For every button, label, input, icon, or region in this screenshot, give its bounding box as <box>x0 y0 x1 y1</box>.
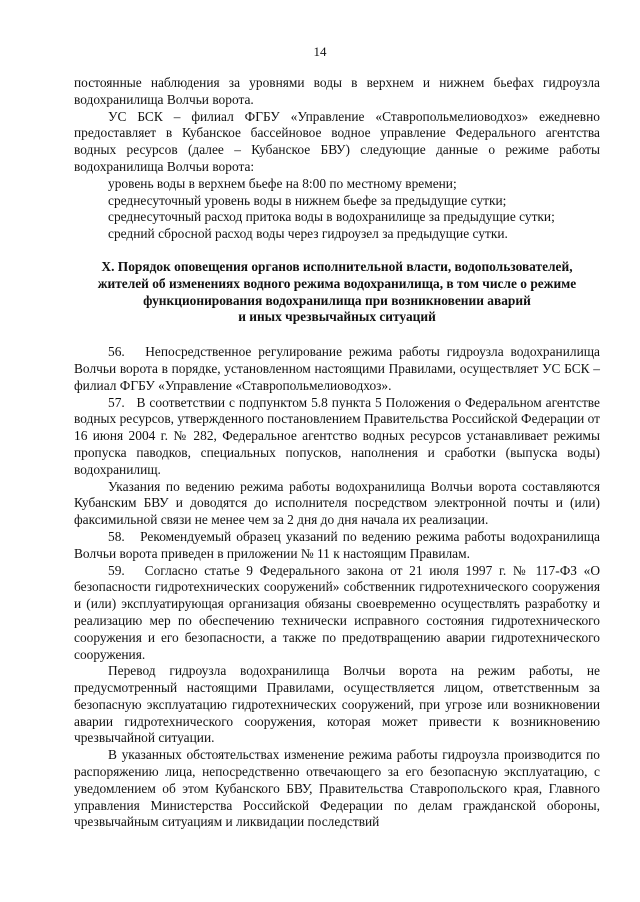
paragraph-56: 56. Непосредственное регулирование режима работы гидроузла водохранилища Волчьи ворота в порядке, установленном настоящими Правилами, осуществляет УС БСК – филиал ФГБУ «Управление «Ставропольмелиоводхоз». <box>74 344 600 393</box>
intro-list-item: средний сбросной расход воды через гидроузел за предыдущие сутки. <box>108 226 508 242</box>
section-heading-line: функционирования водохранилища при возникновении аварий <box>143 292 531 308</box>
paragraph-59: 59. Согласно статье 9 Федерального закона от 21 июля 1997 г. № 117-ФЗ «О безопасности гидротехнических сооружений» собственник гидротехнического сооружения и (или) эксплуатирующая организация обязаны своевременно осуществлять разработку и реализацию мер по обеспечению технически исправного состояния гидротехнического сооружения и его безопасности, а также по предотвращению аварии гидротехнического сооружения. <box>74 562 600 662</box>
intro-list-item: среднесуточный расход притока воды в водохранилище за предыдущие сутки; <box>108 209 555 225</box>
section-heading-line: жителей об изменениях водного режима водохранилища, в том числе о режиме <box>97 275 577 291</box>
section-heading-line: X. Порядок оповещения органов исполнительной власти, водопользователей, <box>101 258 573 274</box>
section-heading-line: и иных чрезвычайных ситуаций <box>238 309 436 325</box>
paragraph-57: 57. В соответствии с подпунктом 5.8 пункта 5 Положения о Федеральном агентстве водных ресурсов, утвержденного постановлением Правительства Российской Федерации от 16 июня 2004 г. № 282, Федеральное агентство водных ресурсов устанавливает режимы пропуска паводков, специальных попусков, наполнения и сработки (выпуска воды) водохранилищ. <box>74 394 600 477</box>
paragraph-58: 58. Рекомендуемый образец указаний по ведению режима работы водохранилища Волчьи ворота приведен в приложении № 11 к настоящим Правилам. <box>74 528 600 561</box>
paragraph-59-transfer: Перевод гидроузла водохранилища Волчьи ворота на режим работы, не предусмотренный настоящими Правилами, осуществляется лицом, ответственным за безопасную эксплуатацию гидротехнических сооружений, при угрозе или возникновении аварии гидротехнического сооружения, которая может привести к возникновению чрезвычайной ситуации. <box>74 663 600 746</box>
intro-report-paragraph: УС БСК – филиал ФГБУ «Управление «Ставропольмелиоводхоз» ежедневно предоставляет в Кубанское бассейновое водное управление Федерального агентства водных ресурсов (далее – Кубанское БВУ) следующие данные о режиме работы водохранилища Волчьи ворота: <box>74 108 600 174</box>
intro-list-item: среднесуточный уровень воды в нижнем бьефе за предыдущие сутки; <box>108 192 507 208</box>
paragraph-59-circumstances: В указанных обстоятельствах изменение режима работы гидроузла производится по распоряжению лица, непосредственно отвечающего за его безопасную эксплуатацию, с уведомлением об этом Кубанского БВУ, Правительства Ставропольского края, Главного управления Министерства Российской Федерации по делам гражданской обороны, чрезвычайным ситуациям и ликвидации последствий <box>74 747 600 830</box>
intro-continuation: постоянные наблюдения за уровнями воды в верхнем и нижнем бьефах гидроузла водохранилища Волчьи ворота. <box>74 75 600 107</box>
intro-list-item: уровень воды в верхнем бьефе на 8:00 по местному времени; <box>108 175 457 191</box>
page-number: 14 <box>313 44 327 59</box>
document-body <box>74 75 600 831</box>
section-heading <box>74 259 600 326</box>
paragraph-57-instructions: Указания по ведению режима работы водохранилища Волчьи ворота составляются Кубанским БВУ и доводятся до исполнителя посредством электронной почты и (или) факсимильной связи не менее чем за 2 дня до дня начала их реализации. <box>74 478 600 528</box>
